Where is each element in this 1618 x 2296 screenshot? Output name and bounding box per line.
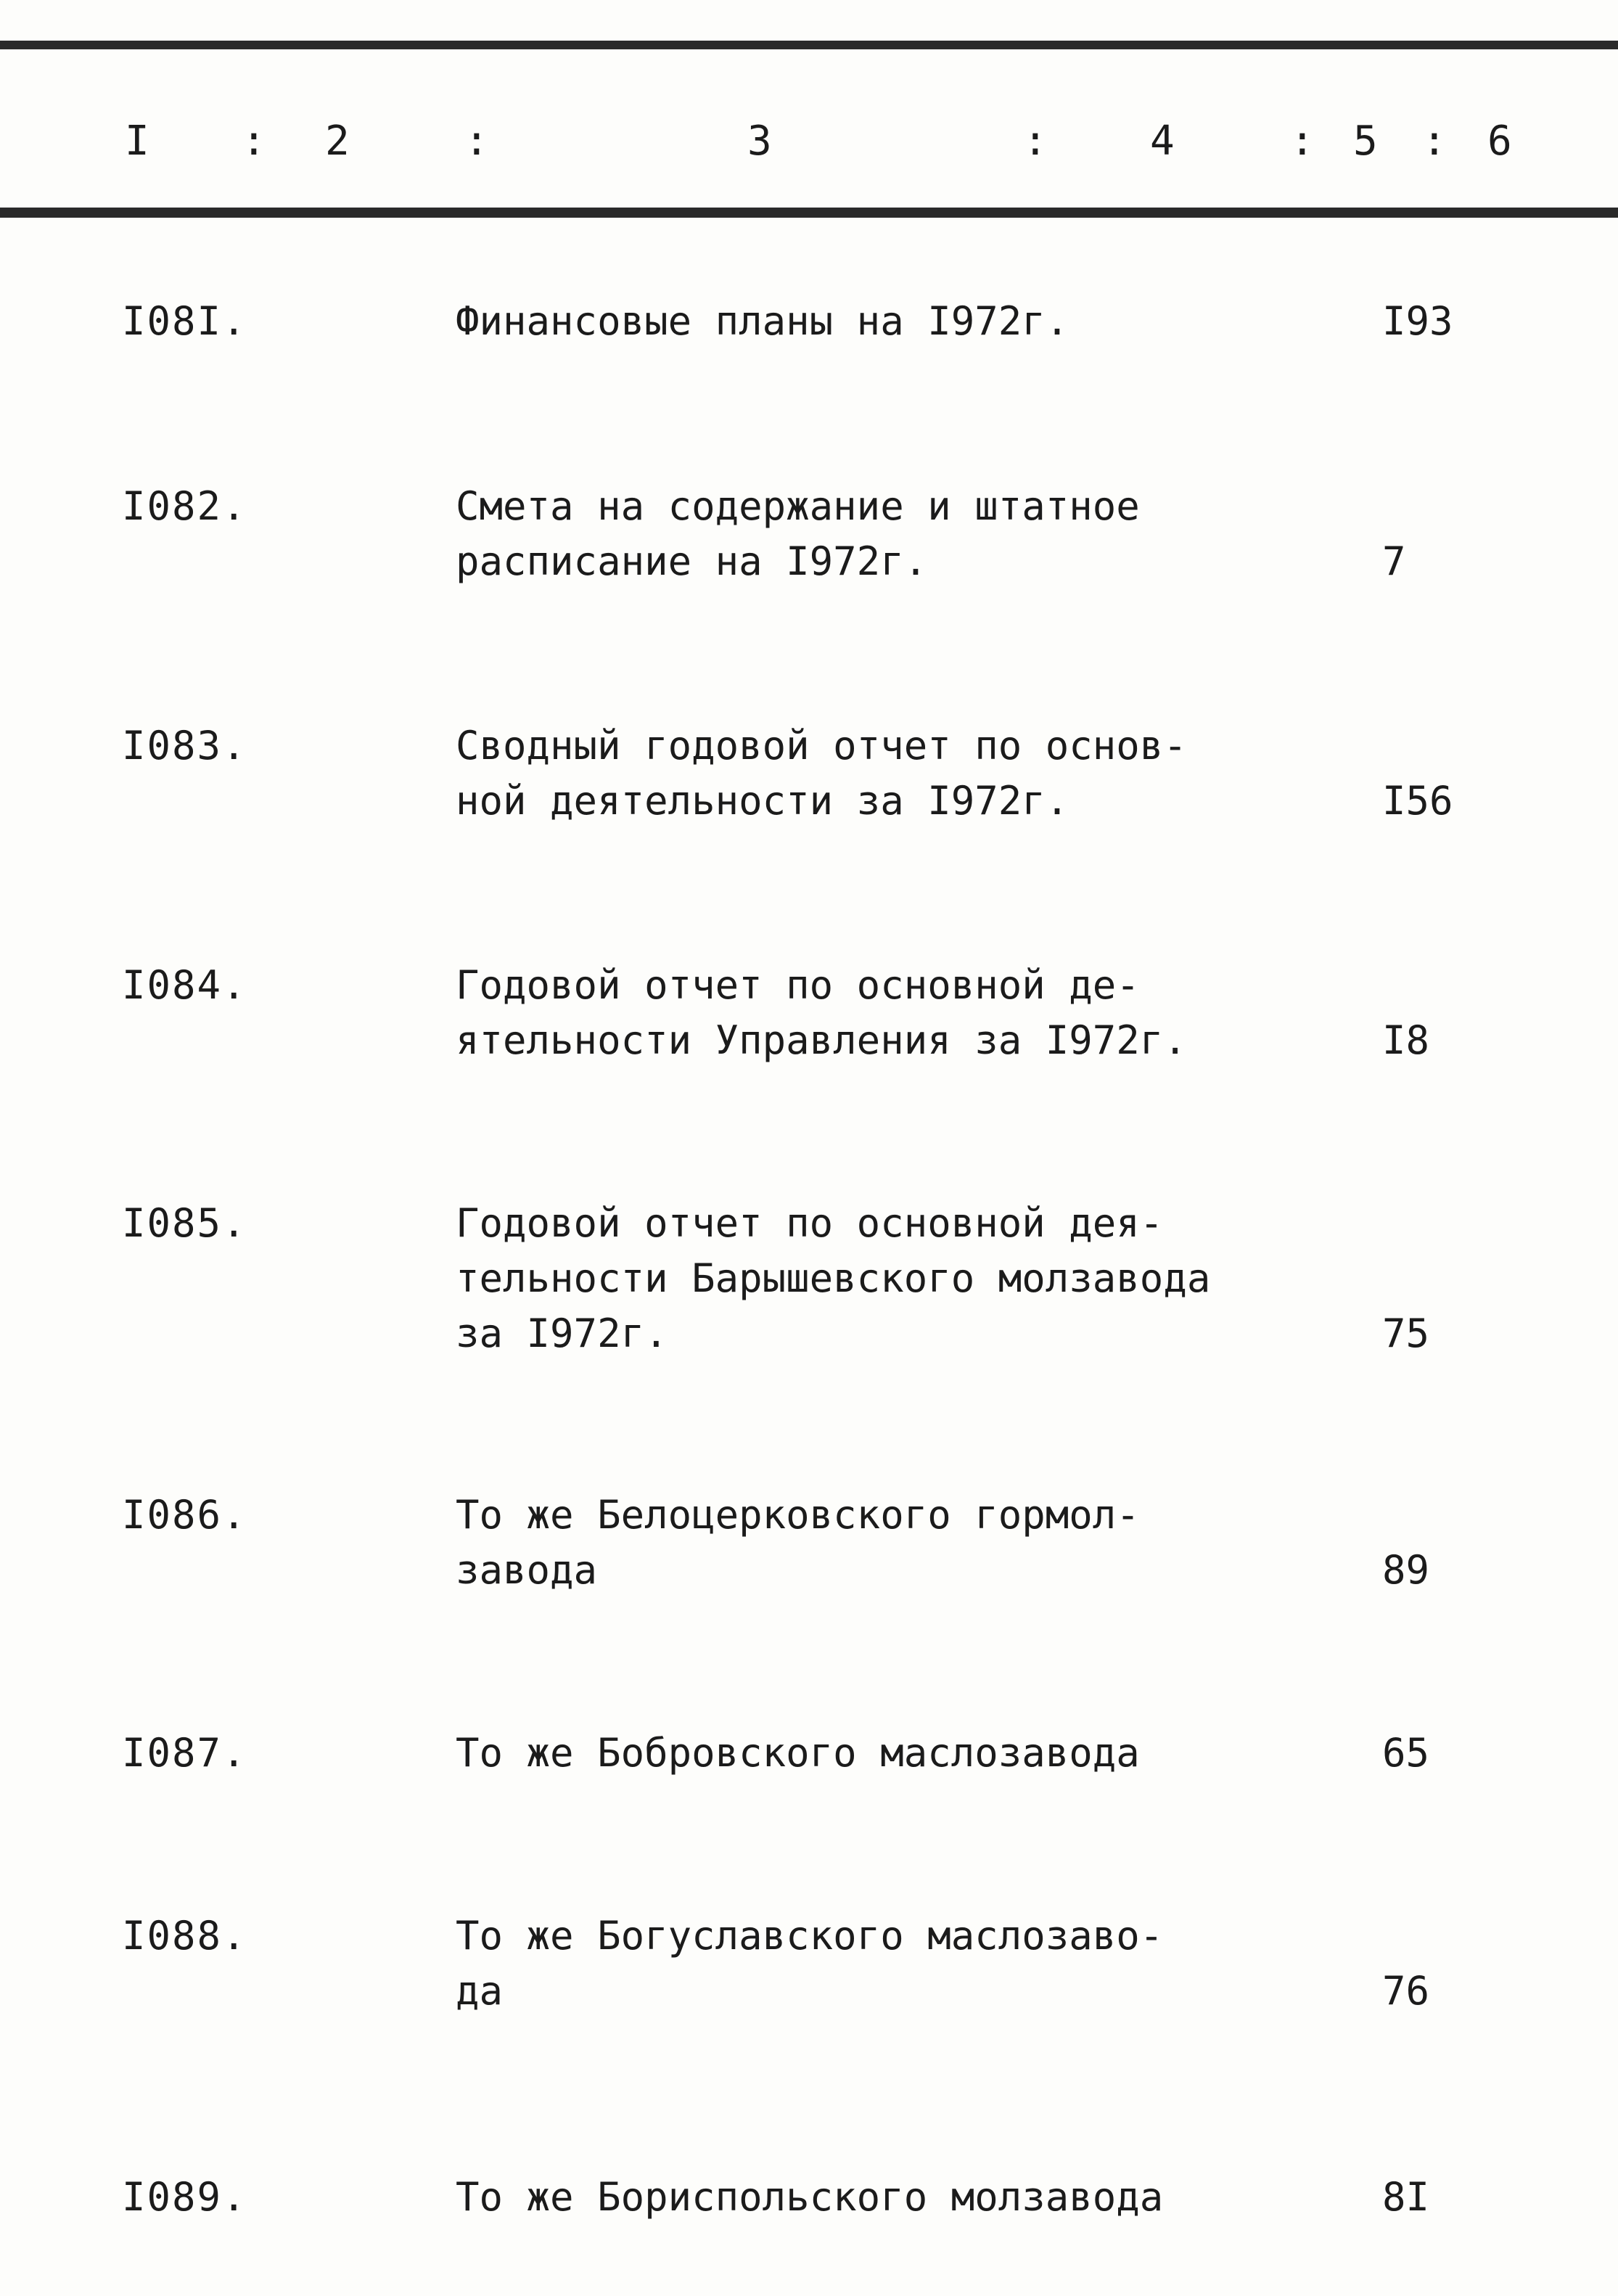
item-number: I082. — [122, 483, 247, 529]
item-sheet-count: 76 — [1382, 1968, 1430, 2014]
item-number: I084. — [122, 962, 247, 1008]
top-rule — [0, 41, 1618, 49]
header-col-6: 6 — [1487, 118, 1512, 165]
header-separator: : — [242, 118, 266, 165]
item-title: Смета на содержание и штатное расписание на I972г. — [456, 483, 1140, 584]
item-sheet-count: I8 — [1382, 1017, 1430, 1063]
item-title: Сводный годовой отчет по основ- ной деятельности за I972г. — [456, 723, 1187, 824]
item-title: То же Бориспольского молзавода — [456, 2174, 1164, 2220]
item-title: Финансовые планы на I972г. — [456, 298, 1069, 344]
item-number: I088. — [122, 1913, 247, 1959]
item-sheet-count: I56 — [1382, 778, 1453, 824]
item-sheet-count: 7 — [1382, 538, 1406, 584]
item-number: I089. — [122, 2174, 247, 2220]
item-number: I08I. — [122, 298, 247, 344]
item-sheet-count: 89 — [1382, 1547, 1430, 1593]
item-sheet-count: I93 — [1382, 298, 1453, 344]
item-sheet-count: 65 — [1382, 1730, 1430, 1776]
header-separator: : — [1422, 118, 1447, 165]
item-sheet-count: 75 — [1382, 1311, 1430, 1356]
item-number: I083. — [122, 723, 247, 768]
item-number: I087. — [122, 1730, 247, 1776]
item-title: Годовой отчет по основной дея- тельности Барышевского молзавода за I972г. — [456, 1200, 1211, 1356]
header-separator: : — [1023, 118, 1048, 165]
header-separator: : — [464, 118, 489, 165]
header-col-5: 5 — [1353, 118, 1378, 165]
header-col-3: 3 — [747, 118, 772, 165]
item-number: I085. — [122, 1200, 247, 1246]
item-sheet-count: 8I — [1382, 2174, 1430, 2220]
item-title: То же Белоцерковского гормол- завода — [456, 1492, 1140, 1593]
header-col-4: 4 — [1150, 118, 1175, 165]
column-header — [0, 109, 1618, 174]
header-separator: : — [1290, 118, 1315, 165]
item-number: I086. — [122, 1492, 247, 1538]
item-title: Годовой отчет по основной де- ятельности Управления за I972г. — [456, 962, 1187, 1063]
header-bottom-rule — [0, 208, 1618, 218]
header-col-1: I — [125, 118, 149, 165]
item-title: То же Богуславского маслозаво- да — [456, 1913, 1164, 2014]
header-col-2: 2 — [325, 118, 350, 165]
item-title: То же Бобровского маслозавода — [456, 1730, 1140, 1776]
